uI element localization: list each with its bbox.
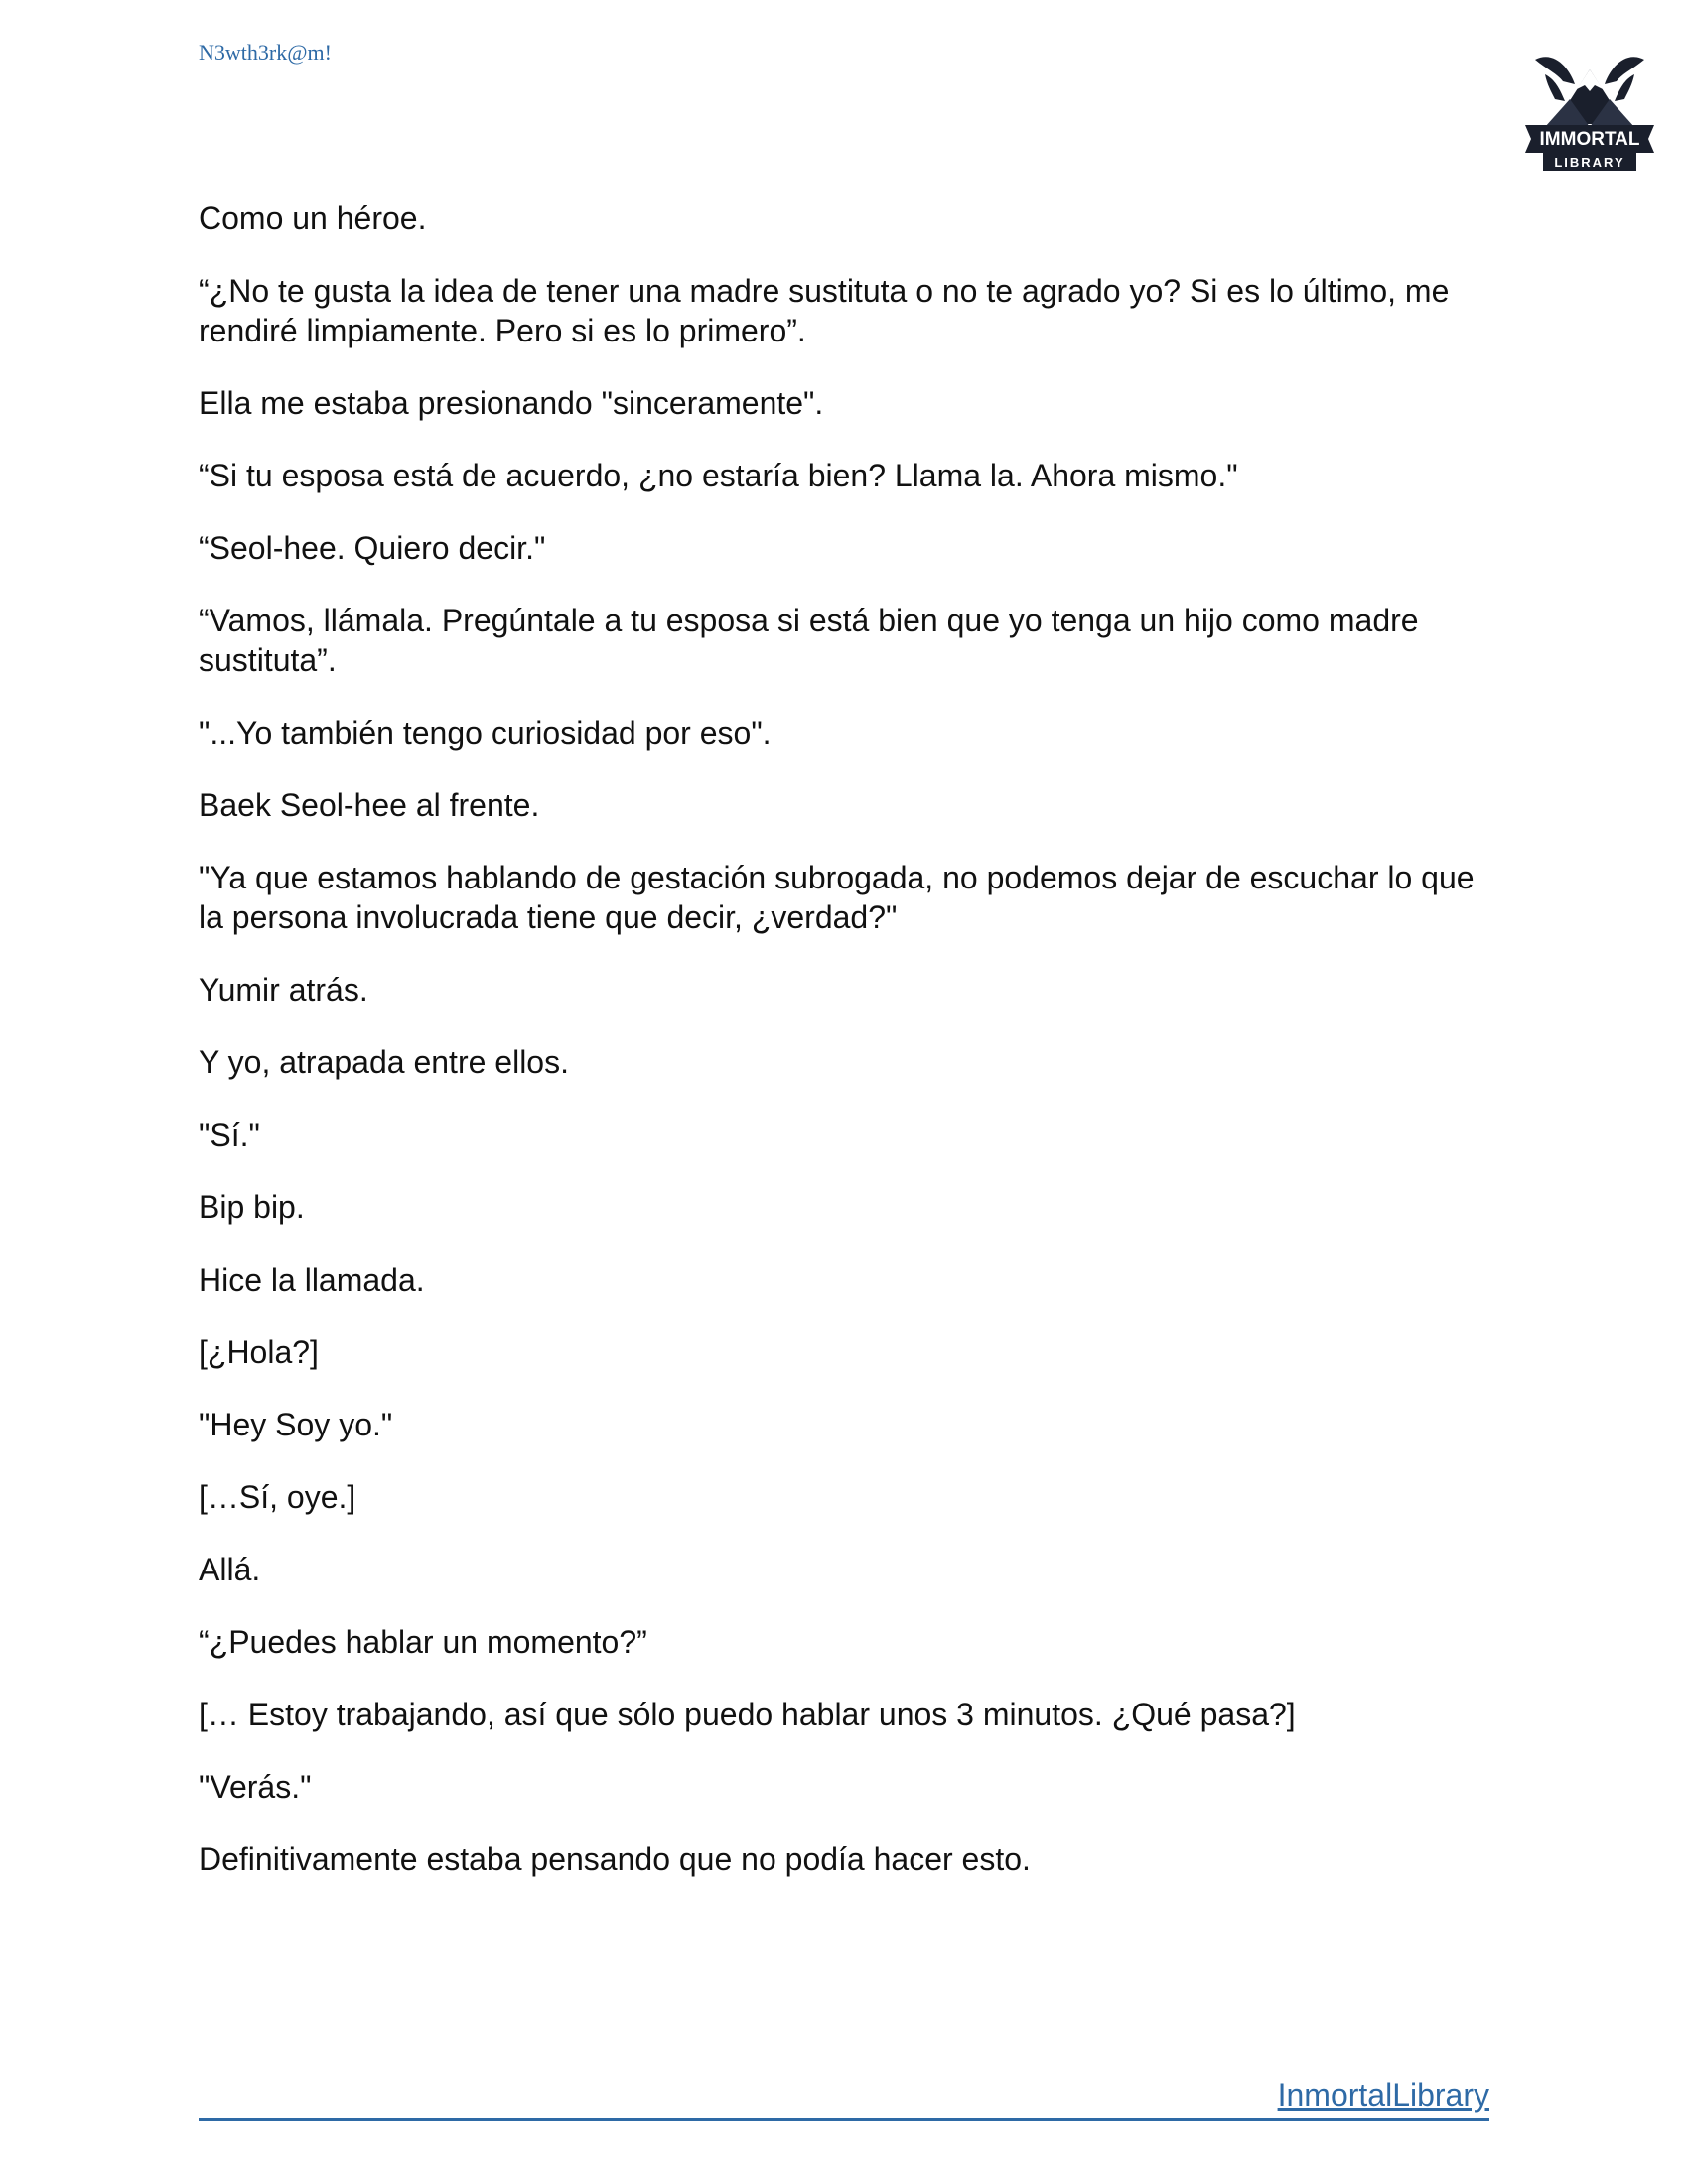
body-paragraph: “Seol-hee. Quiero decir." (199, 530, 546, 566)
document-body (199, 199, 1489, 1912)
footer-divider (199, 2118, 1489, 2121)
body-paragraph: "Ya que estamos hablando de gestación subrogada, no podemos dejar de escuchar lo que la persona involucrada tiene que decir, ¿verdad?" (199, 860, 1475, 935)
body-paragraph: “¿Puedes hablar un momento?” (199, 1624, 647, 1660)
body-paragraph: "Sí." (199, 1117, 260, 1153)
body-paragraph: Baek Seol-hee al frente. (199, 787, 540, 823)
body-paragraph: Yumir atrás. (199, 972, 368, 1008)
body-paragraph: "...Yo también tengo curiosidad por eso". (199, 715, 772, 751)
svg-text:LIBRARY: LIBRARY (1554, 155, 1625, 170)
body-paragraph: “Vamos, llámala. Pregúntale a tu esposa si está bien que yo tenga un hijo como madre sustituta”. (199, 603, 1419, 678)
dragon-mountain-emblem-icon (1515, 30, 1664, 179)
footer-link-inmortallibrary[interactable]: InmortalLibrary (1277, 2077, 1489, 2113)
body-paragraph: Bip bip. (199, 1189, 305, 1225)
body-paragraph: “¿No te gusta la idea de tener una madre sustituta o no te agrado yo? Si es lo último, me rendiré limpiamente. Pero si es lo primero”. (199, 273, 1450, 348)
body-paragraph: Hice la llamada. (199, 1262, 425, 1297)
page-header-watermark: N3wth3rk@m! (199, 40, 332, 65)
body-paragraph: […Sí, oye.] (199, 1479, 356, 1515)
body-paragraph: Y yo, atrapada entre ellos. (199, 1044, 569, 1080)
body-paragraph: Allá. (199, 1552, 261, 1587)
svg-text:IMMORTAL: IMMORTAL (1539, 129, 1640, 150)
body-paragraph: "Verás." (199, 1769, 312, 1805)
body-paragraph: Ella me estaba presionando "sinceramente". (199, 385, 824, 421)
body-paragraph: Definitivamente estaba pensando que no podía hacer esto. (199, 1842, 1031, 1877)
body-paragraph: "Hey Soy yo." (199, 1407, 393, 1442)
body-paragraph: Como un héroe. (199, 201, 427, 236)
body-paragraph: “Si tu esposa está de acuerdo, ¿no estaría bien? Llama la. Ahora mismo." (199, 458, 1238, 493)
body-paragraph: [¿Hola?] (199, 1334, 319, 1370)
immortal-library-logo (1515, 30, 1664, 179)
body-paragraph: [… Estoy trabajando, así que sólo puedo hablar unos 3 minutos. ¿Qué pasa?] (199, 1697, 1296, 1732)
